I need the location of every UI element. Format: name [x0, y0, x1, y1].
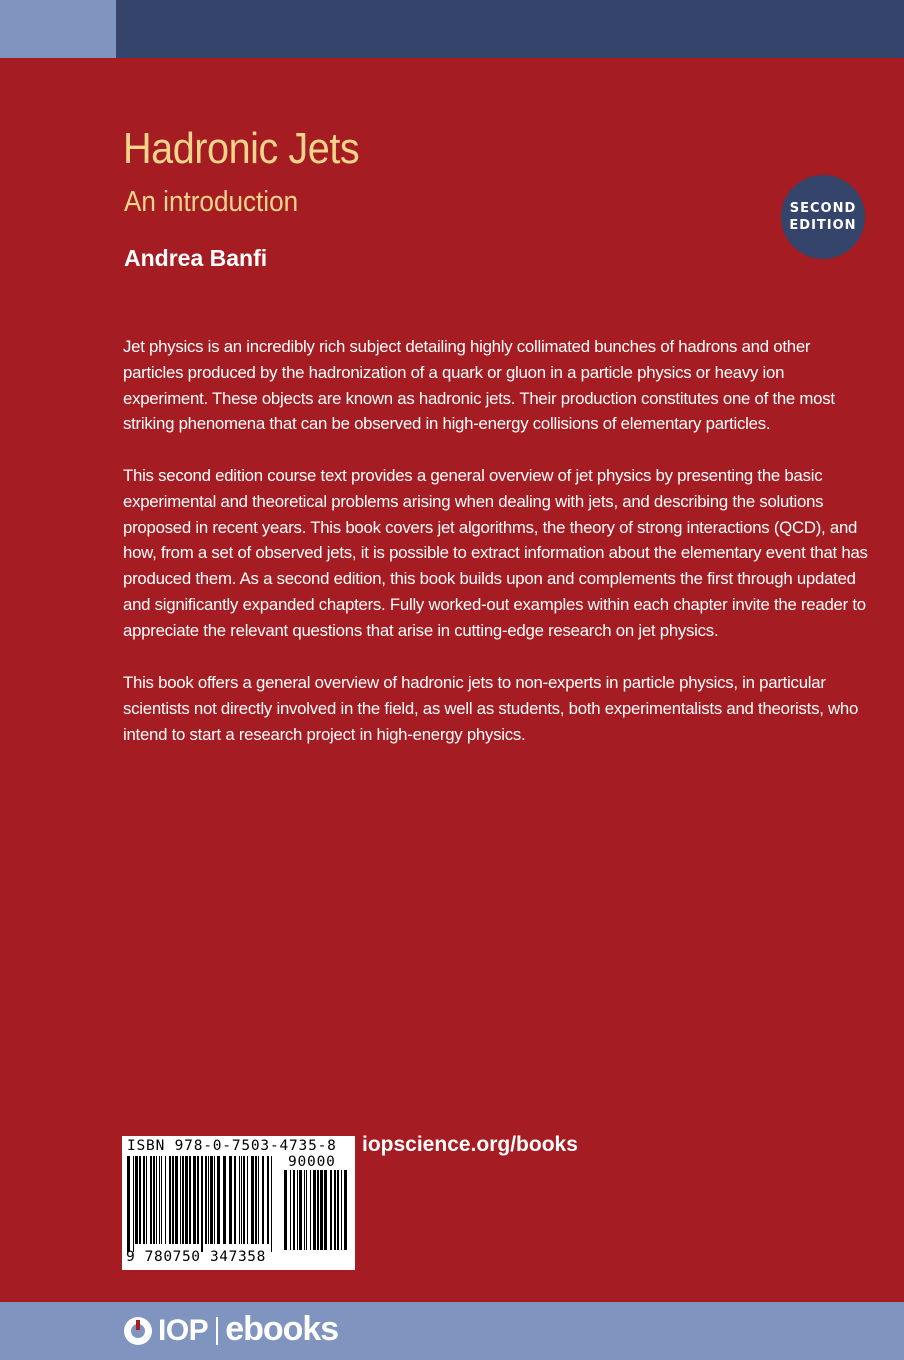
book-title: Hadronic Jets	[123, 124, 360, 173]
barcode-bar	[290, 1170, 291, 1250]
top-bar	[116, 0, 904, 58]
barcode-bar	[180, 1156, 181, 1244]
barcode-bar	[169, 1156, 171, 1244]
barcode-bar	[133, 1156, 134, 1252]
barcode-bar	[341, 1170, 342, 1250]
barcode-bar	[304, 1170, 305, 1250]
barcode-bar	[127, 1156, 130, 1252]
barcode-bar	[344, 1170, 347, 1250]
barcode-bar	[271, 1156, 272, 1252]
isbn-barcode	[122, 1136, 355, 1270]
barcode-bar	[262, 1156, 264, 1244]
isbn-label: ISBN 978-0-7503-4735-8	[127, 1138, 337, 1154]
barcode-bar	[234, 1156, 236, 1244]
barcode-bar	[299, 1170, 302, 1250]
blurb-paragraph-3: This book offers a general overview of hadronic jets to non-experts in particle physics, in particular scientists not directly involved in the field, as well as students, both experimentalists and theorists, who intend to start a research project in high-energy physics.	[123, 673, 859, 744]
iop-circle-icon	[123, 1316, 153, 1346]
top-bar-accent	[0, 0, 116, 58]
website-link[interactable]: iopscience.org/books	[362, 1133, 578, 1156]
barcode-bars	[125, 1156, 277, 1252]
barcode-digits: 9 780750 347358	[126, 1249, 266, 1265]
book-subtitle: An introduction	[124, 186, 299, 218]
price-code: 90000	[288, 1154, 336, 1170]
barcode-bar	[159, 1156, 160, 1244]
barcode-bar	[217, 1156, 220, 1244]
barcode-bar	[334, 1170, 336, 1250]
blurb-paragraph-1: Jet physics is an incredibly rich subject detailing highly collimated bunches of hadrons and other particles produced by the hadronization of a quark or gluon in a particle physics or heavy ion experiment. These objects are known as hadronic jets. Their production constitutes one of the most striking phenomena that can be observed in high-energy collisions of elementary particles.	[123, 337, 835, 434]
barcode-bar	[324, 1170, 327, 1250]
barcode-bar	[255, 1156, 257, 1244]
barcode-bar	[320, 1170, 323, 1250]
barcode-bar	[189, 1156, 191, 1244]
barcode-bar	[239, 1156, 240, 1244]
barcode-bar	[317, 1170, 319, 1250]
barcode-bar	[153, 1156, 155, 1244]
edition-line1: SECOND	[789, 201, 857, 216]
barcode-bar	[210, 1156, 213, 1244]
barcode-bar	[146, 1156, 147, 1244]
barcode-bar	[161, 1156, 162, 1244]
barcode-bar	[214, 1156, 215, 1244]
barcode-bar	[205, 1156, 207, 1244]
barcode-bar	[150, 1156, 152, 1244]
barcode-bar	[143, 1156, 145, 1244]
barcode-bar	[193, 1156, 196, 1244]
barcode-bar	[330, 1170, 332, 1250]
barcode-bar	[293, 1170, 295, 1250]
barcode-bar	[175, 1156, 178, 1244]
logo-divider	[216, 1317, 218, 1345]
barcode-bar	[258, 1156, 259, 1244]
edition-line2: EDITION	[789, 218, 857, 233]
barcode-bar	[243, 1156, 245, 1244]
barcode-bar	[135, 1156, 138, 1244]
ebooks-logo-text: ebooks	[225, 1310, 339, 1348]
barcode-bar	[241, 1156, 242, 1244]
barcode-bar	[165, 1156, 166, 1244]
author-name: Andrea Banfi	[124, 245, 268, 271]
barcode-bar	[267, 1156, 269, 1244]
barcode-bar	[251, 1156, 254, 1244]
barcode-addon-bars	[282, 1170, 350, 1250]
barcode-bar	[313, 1170, 316, 1250]
barcode-bar	[337, 1170, 339, 1250]
blurb-paragraph-2: This second edition course text provides a general overview of jet physics by presenting the basic experimental and theoretical problems arising when dealing with jets, and describing the solutions proposed in recent years. This book covers jet algorithms, the theory of strong interactions (QCD), and how, from a set of observed jets, it is possible to extract information about the elementary event that has produced them. As a second edition, this book builds upon and complements the first through updated and significantly expanded chapters. Fully worked-out examples within each chapter invite the reader to appreciate the relevant questions that arise in cutting-edge research on jet physics.	[123, 466, 868, 640]
barcode-bar	[185, 1156, 188, 1244]
publisher-logo	[123, 1311, 338, 1351]
barcode-bar	[229, 1156, 232, 1244]
barcode-bar	[182, 1156, 184, 1244]
barcode-bar	[139, 1156, 141, 1244]
barcode-bar	[172, 1156, 174, 1244]
edition-badge	[781, 175, 865, 259]
barcode-bar	[156, 1156, 157, 1244]
barcode-bar	[208, 1156, 209, 1244]
barcode-bar	[310, 1170, 311, 1250]
barcode-bar	[247, 1156, 248, 1244]
barcode-bar	[297, 1170, 298, 1250]
iop-logo-text: IOP	[158, 1314, 209, 1347]
barcode-bar	[201, 1156, 203, 1252]
barcode-bar	[306, 1170, 307, 1250]
barcode-bar	[223, 1156, 226, 1244]
barcode-bar	[197, 1156, 199, 1244]
barcode-bar	[284, 1170, 287, 1250]
